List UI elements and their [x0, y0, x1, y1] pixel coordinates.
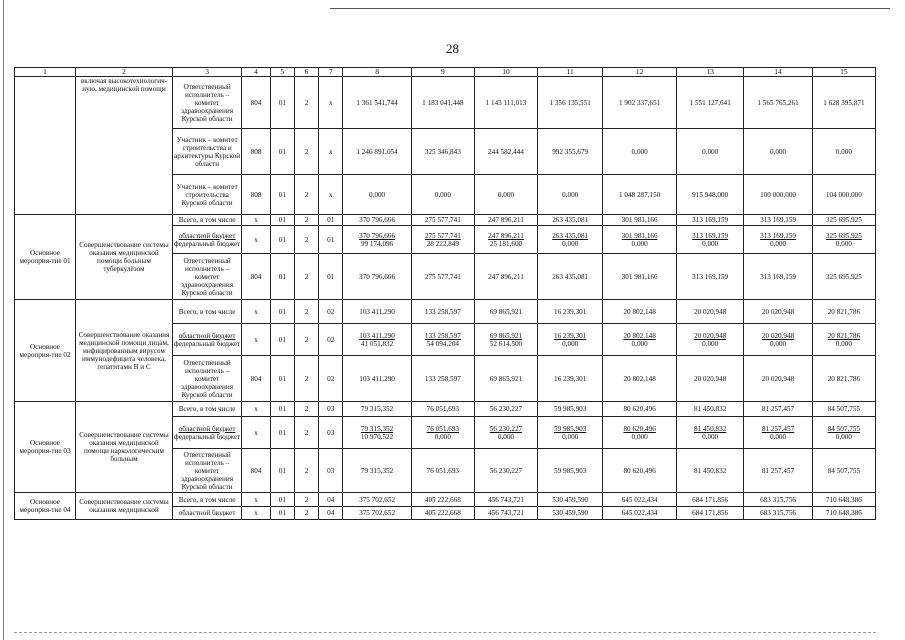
- funding-source-cell: Ответственный исполнитель – комитет здравоохранения Курской области: [172, 77, 241, 129]
- column-number-cell: 4: [242, 68, 270, 77]
- amount-cell: 69 865,921: [474, 356, 537, 402]
- target-article-cell: 02: [319, 356, 343, 402]
- federal-amount: 0,000: [434, 432, 451, 441]
- grbs-code-cell: x: [242, 226, 270, 254]
- amount-cell: [812, 226, 875, 254]
- amount-cell: 992 355,679: [538, 129, 603, 175]
- amount-cell: 1 628 395,871: [812, 77, 875, 129]
- amount-cell: 20 020,948: [744, 300, 812, 324]
- amount-cell: 370 796,666: [343, 215, 411, 226]
- amount-cell: [812, 324, 875, 356]
- amount-cell: 301 981,166: [603, 215, 677, 226]
- target-article-cell: 01: [319, 254, 343, 300]
- amount-cell: 1 551 127,641: [676, 77, 743, 129]
- section-code-cell: 01: [270, 175, 294, 215]
- regional-amount: 301 981,166: [621, 231, 658, 240]
- regional-amount: 247 896,211: [488, 231, 524, 240]
- funding-source-cell: [172, 226, 241, 254]
- amount-cell: 645 022,434: [603, 507, 677, 520]
- amount-cell: 79 315,352: [343, 449, 411, 493]
- amount-cell: 456 743,721: [474, 493, 537, 507]
- funding-source-cell: Всего, в том числе: [172, 402, 241, 417]
- federal-amount: 25 181,600: [489, 239, 523, 248]
- amount-cell: 0,000: [603, 129, 677, 175]
- regional-amount: 76 051,693: [426, 424, 459, 433]
- column-number-cell: 15: [812, 68, 875, 77]
- amount-cell: 456 743,721: [474, 507, 537, 520]
- measure-name-cell: Основное мероприя-тие 02: [15, 300, 76, 402]
- federal-amount: 0,000: [631, 339, 648, 348]
- subsection-code-cell: 2: [294, 254, 318, 300]
- regional-budget-label: областной бюджет: [178, 424, 236, 433]
- section-code-cell: 01: [270, 356, 294, 402]
- amount-cell: 1 361 541,744: [343, 77, 411, 129]
- subsection-code-cell: 2: [294, 175, 318, 215]
- amount-cell: 683 315,756: [744, 493, 812, 507]
- top-rule: [330, 8, 890, 9]
- amount-cell: 313 169,159: [676, 215, 743, 226]
- subsection-code-cell: 2: [294, 77, 318, 129]
- subsection-code-cell: 2: [294, 402, 318, 417]
- measure-name-cell: Основное мероприя-тие 04: [15, 493, 76, 520]
- amount-cell: 263 435,081: [538, 215, 603, 226]
- federal-amount: 0,000: [497, 432, 515, 441]
- section-code-cell: 01: [270, 77, 294, 129]
- section-code-cell: 01: [270, 129, 294, 175]
- amount-cell: 81 257,457: [744, 402, 812, 417]
- amount-cell: 81 450,832: [676, 402, 743, 417]
- column-number-cell: 14: [744, 68, 812, 77]
- amount-cell: [603, 226, 677, 254]
- table-row: [15, 402, 876, 417]
- subsection-code-cell: 2: [294, 226, 318, 254]
- amount-cell: 645 022,434: [603, 493, 677, 507]
- grbs-code-cell: 804: [242, 356, 270, 402]
- amount-cell: 0,000: [474, 175, 537, 215]
- amount-cell: 16 239,301: [538, 300, 603, 324]
- amount-cell: 133 258,597: [411, 356, 474, 402]
- amount-cell: 247 896,211: [474, 215, 537, 226]
- federal-amount: 41 051,832: [360, 339, 394, 348]
- amount-cell: 405 222,668: [411, 493, 474, 507]
- column-number-cell: 6: [294, 68, 318, 77]
- section-code-cell: 01: [270, 417, 294, 449]
- subsection-code-cell: 2: [294, 449, 318, 493]
- federal-amount: 0,000: [562, 239, 579, 248]
- amount-cell: 100 000,000: [744, 175, 812, 215]
- page-left-edge: [3, 0, 4, 640]
- amount-cell: 684 171,856: [676, 507, 743, 520]
- column-number-cell: 12: [603, 68, 677, 77]
- amount-cell: 20 821,786: [812, 356, 875, 402]
- regional-amount: 20 020,948: [693, 331, 727, 340]
- regional-amount: 81 450,832: [693, 424, 727, 433]
- column-number-cell: 10: [474, 68, 537, 77]
- subsection-code-cell: 2: [294, 300, 318, 324]
- target-article-cell: 02: [319, 324, 343, 356]
- amount-cell: 325 695,925: [812, 254, 875, 300]
- regional-budget-label: областной бюджет: [178, 331, 236, 340]
- federal-amount: 0,000: [562, 432, 579, 441]
- amount-cell: [812, 417, 875, 449]
- regional-amount: 313 169,159: [692, 231, 729, 240]
- measure-description-cell: Совершенствование системы оказания медицинской: [76, 493, 173, 520]
- column-number-cell: 5: [270, 68, 294, 77]
- grbs-code-cell: x: [242, 324, 270, 356]
- amount-cell: 81 450,832: [676, 449, 743, 493]
- amount-cell: [411, 226, 474, 254]
- amount-cell: 103 411,290: [343, 356, 411, 402]
- regional-amount: 370 796,666: [359, 231, 396, 240]
- subsection-code-cell: 2: [294, 324, 318, 356]
- amount-cell: 0,000: [411, 175, 474, 215]
- amount-cell: 301 981,166: [603, 254, 677, 300]
- federal-budget-label: федеральный бюджет: [174, 339, 241, 348]
- amount-cell: [343, 417, 411, 449]
- amount-cell: 56 230,227: [474, 449, 537, 493]
- grbs-code-cell: x: [242, 300, 270, 324]
- column-number-cell: 11: [538, 68, 603, 77]
- regional-amount: 133 258,597: [424, 331, 461, 340]
- amount-cell: 405 222,668: [411, 507, 474, 520]
- amount-cell: 710 648,386: [812, 507, 875, 520]
- funding-source-cell: Ответственный исполнитель – комитет здравоохранения Курской области: [172, 356, 241, 402]
- section-code-cell: 01: [270, 226, 294, 254]
- grbs-code-cell: x: [242, 493, 270, 507]
- federal-amount: 0,000: [769, 432, 787, 441]
- federal-amount: 0,000: [769, 239, 787, 248]
- federal-amount: 54 094,204: [426, 339, 459, 348]
- grbs-code-cell: 804: [242, 254, 270, 300]
- amount-cell: 244 582,444: [474, 129, 537, 175]
- subsection-code-cell: 2: [294, 507, 318, 520]
- federal-amount: 0,000: [835, 339, 852, 348]
- regional-amount: 20 802,148: [623, 331, 656, 340]
- amount-cell: [474, 226, 537, 254]
- page-number: 28: [446, 41, 459, 56]
- amount-cell: [474, 324, 537, 356]
- measure-description-cell: Совершенствование системы оказания медицинской помощи больным туберкулёзом: [76, 215, 173, 300]
- table-row: [15, 493, 876, 507]
- subsection-code-cell: 2: [294, 215, 318, 226]
- amount-cell: [538, 226, 603, 254]
- target-article-cell: 01: [319, 215, 343, 226]
- header-row: [15, 68, 876, 77]
- amount-cell: 80 620,496: [603, 449, 677, 493]
- regional-amount: 275 577,741: [424, 231, 461, 240]
- amount-cell: 84 507,755: [812, 402, 875, 417]
- subsection-code-cell: 2: [294, 356, 318, 402]
- amount-cell: 0,000: [538, 175, 603, 215]
- regional-amount: 69 865,921: [489, 331, 523, 340]
- amount-cell: [411, 417, 474, 449]
- amount-cell: [744, 324, 812, 356]
- funding-source-cell: Участник – комитет строительства Курской области: [172, 175, 241, 215]
- target-article-cell: 01: [319, 226, 343, 254]
- amount-cell: 710 648,386: [812, 493, 875, 507]
- target-article-cell: 04: [319, 507, 343, 520]
- regional-amount: 325 695,925: [825, 231, 862, 240]
- regional-amount: 79 315,352: [360, 424, 394, 433]
- amount-cell: 103 411,290: [343, 300, 411, 324]
- target-article-cell: x: [319, 129, 343, 175]
- funding-source-cell: Всего, в том числе: [172, 300, 241, 324]
- amount-cell: 1 143 111,013: [474, 77, 537, 129]
- federal-amount: 0,000: [562, 339, 579, 348]
- funding-source-cell: Ответственный исполнитель – комитет здравоохранения Курской области: [172, 449, 241, 493]
- amount-cell: 275 577,741: [411, 254, 474, 300]
- grbs-code-cell: x: [242, 507, 270, 520]
- subsection-code-cell: 2: [294, 493, 318, 507]
- section-code-cell: 01: [270, 493, 294, 507]
- regional-amount: 103 411,290: [359, 331, 395, 340]
- section-code-cell: 01: [270, 507, 294, 520]
- target-article-cell: x: [319, 77, 343, 129]
- funding-source-cell: [172, 324, 241, 356]
- federal-budget-label: федеральный бюджет: [174, 432, 241, 441]
- measure-description-cell: Совершенствование системы оказания медицинской помощи наркологическим больным: [76, 402, 173, 493]
- amount-cell: 16 239,301: [538, 356, 603, 402]
- amount-cell: 1 246 891,054: [343, 129, 411, 175]
- federal-amount: 0,000: [769, 339, 787, 348]
- column-number-cell: 3: [172, 68, 241, 77]
- amount-cell: 20 821,786: [812, 300, 875, 324]
- amount-cell: 76 051,693: [411, 449, 474, 493]
- amount-cell: [411, 324, 474, 356]
- amount-cell: [603, 324, 677, 356]
- regional-amount: 263 435,081: [552, 231, 589, 240]
- amount-cell: 1 356 135,551: [538, 77, 603, 129]
- amount-cell: 1 183 041,448: [411, 77, 474, 129]
- amount-cell: 313 169,159: [676, 254, 743, 300]
- federal-amount: 28 222,849: [426, 239, 459, 248]
- amount-cell: [343, 226, 411, 254]
- amount-cell: 133 258,597: [411, 300, 474, 324]
- amount-cell: 20 802,148: [603, 300, 677, 324]
- grbs-code-cell: x: [242, 417, 270, 449]
- target-article-cell: 03: [319, 449, 343, 493]
- measure-name-cell: Основное мероприя-тие 03: [15, 402, 76, 493]
- amount-cell: 0,000: [812, 129, 875, 175]
- amount-cell: 263 435,081: [538, 254, 603, 300]
- amount-cell: 375 702,652: [343, 507, 411, 520]
- regional-budget-label: областной бюджет: [178, 231, 236, 240]
- amount-cell: 325 346,843: [411, 129, 474, 175]
- column-number-cell: 9: [411, 68, 474, 77]
- subsection-code-cell: 2: [294, 129, 318, 175]
- amount-cell: 1 565 765,261: [744, 77, 812, 129]
- amount-cell: 76 051,693: [411, 402, 474, 417]
- amount-cell: 684 171,856: [676, 493, 743, 507]
- amount-cell: 0,000: [676, 129, 743, 175]
- amount-cell: 20 802,148: [603, 356, 677, 402]
- table-row: [15, 215, 876, 226]
- federal-amount: 0,000: [631, 432, 648, 441]
- amount-cell: 915 948,000: [676, 175, 743, 215]
- amount-cell: 370 796,666: [343, 254, 411, 300]
- target-article-cell: 03: [319, 402, 343, 417]
- regional-amount: 59 985,903: [554, 424, 587, 433]
- amount-cell: 84 507,755: [812, 449, 875, 493]
- section-code-cell: 01: [270, 254, 294, 300]
- federal-amount: 0,000: [835, 432, 852, 441]
- amount-cell: 247 896,211: [474, 254, 537, 300]
- regional-amount: 16 239,301: [554, 331, 587, 340]
- amount-cell: 313 169,159: [744, 215, 812, 226]
- amount-cell: 104 000,000: [812, 175, 875, 215]
- section-code-cell: 01: [270, 449, 294, 493]
- regional-amount: 81 257,457: [761, 424, 795, 433]
- amount-cell: 530 459,590: [538, 507, 603, 520]
- amount-cell: 69 865,921: [474, 300, 537, 324]
- measure-description-cell: Совершенствование оказания медицинской помощи лицам, инфицированным вирусом иммунодефицита человека, гепатитами В и С: [76, 300, 173, 402]
- amount-cell: 0,000: [744, 129, 812, 175]
- amount-cell: 20 020,948: [744, 356, 812, 402]
- subsection-code-cell: 2: [294, 417, 318, 449]
- regional-amount: 56 230,227: [489, 424, 523, 433]
- regional-amount: 80 620,496: [623, 424, 656, 433]
- amount-cell: 325 695,925: [812, 215, 875, 226]
- target-article-cell: x: [319, 175, 343, 215]
- amount-cell: 375 702,652: [343, 493, 411, 507]
- federal-amount: 0,000: [702, 339, 719, 348]
- target-article-cell: 04: [319, 493, 343, 507]
- amount-cell: 1 048 287,150: [603, 175, 677, 215]
- column-number-cell: 7: [319, 68, 343, 77]
- measure-description-cell: включая высокотехнологич-ную, медицинской помощи: [76, 77, 173, 215]
- bottom-rule: [14, 632, 876, 634]
- grbs-code-cell: 808: [242, 129, 270, 175]
- funding-source-cell: Ответственный исполнитель – комитет здравоохранения Курской области: [172, 254, 241, 300]
- table-row: [15, 77, 876, 129]
- section-code-cell: 01: [270, 215, 294, 226]
- amount-cell: 80 620,496: [603, 402, 677, 417]
- amount-cell: [676, 324, 743, 356]
- amount-cell: [343, 324, 411, 356]
- grbs-code-cell: x: [242, 402, 270, 417]
- amount-cell: 0,000: [343, 175, 411, 215]
- regional-amount: 20 821,786: [827, 331, 861, 340]
- amount-cell: [744, 226, 812, 254]
- section-code-cell: 01: [270, 300, 294, 324]
- target-article-cell: 03: [319, 417, 343, 449]
- column-number-cell: 8: [343, 68, 411, 77]
- regional-amount: 20 020,948: [761, 331, 795, 340]
- amount-cell: 79 315,352: [343, 402, 411, 417]
- amount-cell: [744, 417, 812, 449]
- federal-amount: 10 970,522: [360, 432, 394, 441]
- target-article-cell: 02: [319, 300, 343, 324]
- section-code-cell: 01: [270, 324, 294, 356]
- measure-name-cell: Основное мероприя-тие 01: [15, 215, 76, 300]
- amount-cell: 1 902 337,651: [603, 77, 677, 129]
- grbs-code-cell: 804: [242, 449, 270, 493]
- amount-cell: 20 020,948: [676, 300, 743, 324]
- amount-cell: 275 577,741: [411, 215, 474, 226]
- amount-cell: 313 169,159: [744, 254, 812, 300]
- column-number-cell: 2: [76, 68, 173, 77]
- federal-budget-label: федеральный бюджет: [174, 239, 241, 248]
- amount-cell: [676, 226, 743, 254]
- amount-cell: 59 985,903: [538, 449, 603, 493]
- grbs-code-cell: 804: [242, 77, 270, 129]
- budget-table: [14, 67, 876, 520]
- grbs-code-cell: 808: [242, 175, 270, 215]
- amount-cell: 59 985,903: [538, 402, 603, 417]
- measure-name-cell: [15, 77, 76, 215]
- amount-cell: [603, 417, 677, 449]
- federal-amount: 0,000: [702, 432, 719, 441]
- funding-source-cell: Всего, в том числе: [172, 215, 241, 226]
- federal-amount: 99 174,096: [360, 239, 394, 248]
- table-body: [15, 68, 876, 520]
- column-number-cell: 1: [15, 68, 76, 77]
- section-code-cell: 01: [270, 402, 294, 417]
- amount-cell: 56 230,227: [474, 402, 537, 417]
- amount-cell: [474, 417, 537, 449]
- amount-cell: 530 459,590: [538, 493, 603, 507]
- federal-amount: 0,000: [702, 239, 719, 248]
- funding-source-cell: областной бюджет: [172, 507, 241, 520]
- amount-cell: 81 257,457: [744, 449, 812, 493]
- table-row: [15, 300, 876, 324]
- amount-cell: 20 020,948: [676, 356, 743, 402]
- regional-amount: 84 507,755: [827, 424, 861, 433]
- federal-amount: 52 614,500: [489, 339, 523, 348]
- federal-amount: 0,000: [631, 239, 648, 248]
- amount-cell: [538, 417, 603, 449]
- amount-cell: [676, 417, 743, 449]
- amount-cell: 683 315,756: [744, 507, 812, 520]
- federal-amount: 0,000: [835, 239, 852, 248]
- funding-source-cell: [172, 417, 241, 449]
- column-number-cell: 13: [676, 68, 743, 77]
- funding-source-cell: Участник – комитет строительства и архитектуры Курской области: [172, 129, 241, 175]
- regional-amount: 313 169,159: [760, 231, 796, 240]
- grbs-code-cell: x: [242, 215, 270, 226]
- funding-source-cell: Всего, в том числе: [172, 493, 241, 507]
- amount-cell: [538, 324, 603, 356]
